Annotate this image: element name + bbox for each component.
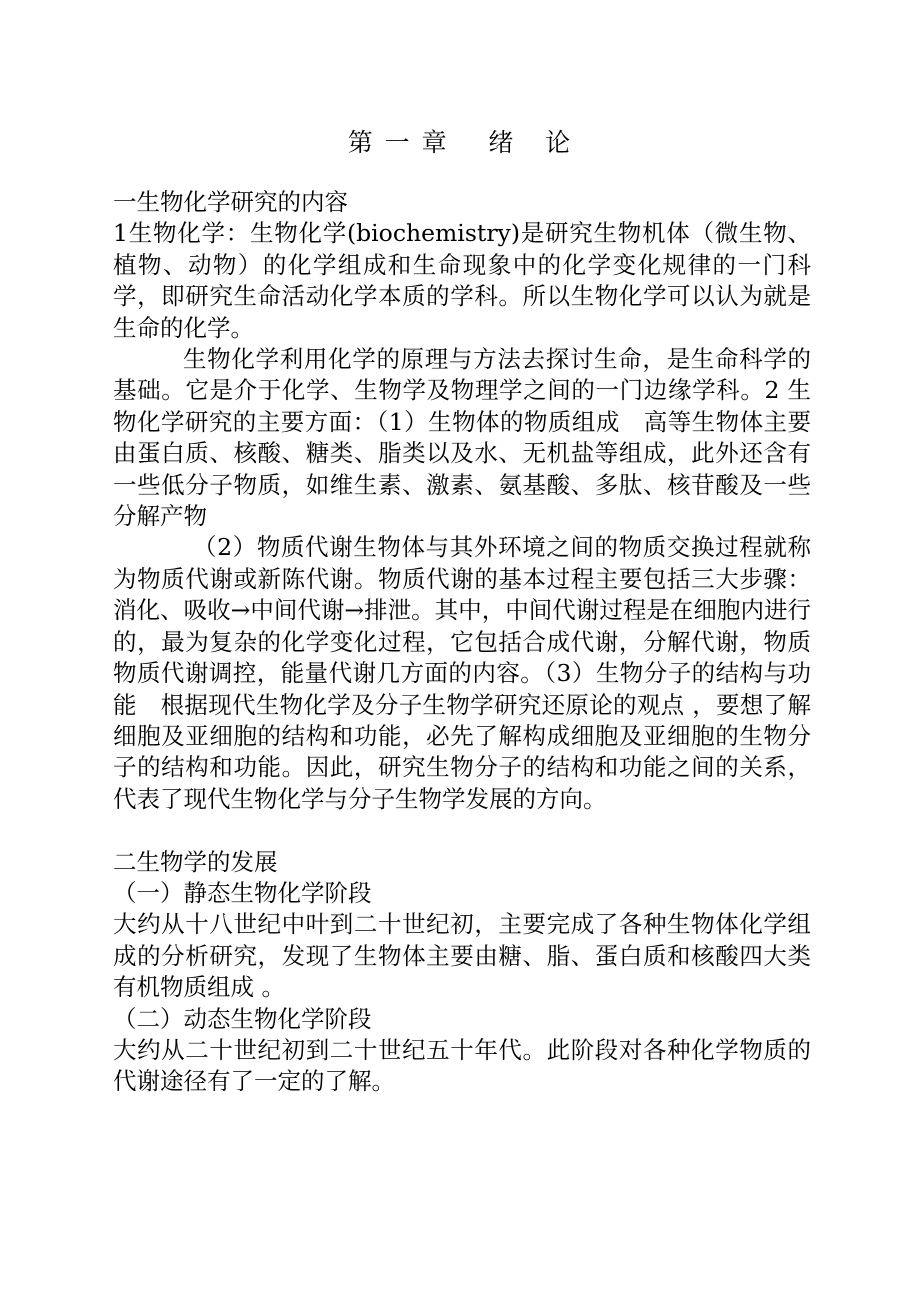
section2-sub1-heading: （一）静态生物化学阶段 bbox=[113, 878, 372, 907]
section2-sub1-text: 大约从十八世纪中叶到二十世纪初，主要完成了各种生物体化学组成的分析研究，发现了生物体主要由糖、脂、蛋白质和核酸四大类有机物质组成 。 bbox=[113, 910, 811, 1002]
section2-heading: 二生物学的发展 bbox=[113, 847, 278, 876]
section2-sub2-text: 大约从二十世纪初到二十世纪五十年代。此阶段对各种化学物质的代谢途径有了一定的了解。 bbox=[113, 1035, 811, 1096]
section1-paragraph-2: 生物化学利用化学的原理与方法去探讨生命，是生命科学的基础。它是介于化学、生物学及物理学之间的一门边缘学科。2 生物化学研究的主要方面：（1）生物体的物质组成 高等生物体主要由蛋白质、核酸、糖类、脂类以及水、无机盐等组成，此外还含有一些低分子物质，如维生素、激素、氨基酸、多肽、核苷酸及一些分解产物 bbox=[113, 345, 811, 531]
document-body bbox=[113, 187, 811, 1098]
chapter-title: 第 一 章 绪 论 bbox=[347, 128, 573, 157]
section2-sub2-heading: （二）动态生物化学阶段 bbox=[113, 1004, 372, 1033]
section1-heading: 一生物化学研究的内容 bbox=[113, 188, 348, 216]
section1-paragraph-3: （2）物质代谢生物体与其外环境之间的物质交换过程就称为物质代谢或新陈代谢。物质代谢的基本过程主要包括三大步骤：消化、吸收→中间代谢→排泄。其中，中间代谢过程是在细胞内进行的，最为复杂的化学变化过程，它包括合成代谢，分解代谢，物质物质代谢调控，能量代谢几方面的内容。（3）生物分子的结构与功能 根据现代生物化学及分子生物学研究还原论的观点 ，要想了解细胞及亚细胞的结构和功能，必先了解构成细胞及亚细胞的生物分子的结构和功能。因此，研究生物分子的结构和功能之间的关系，代表了现代生物化学与分子生物学发展的方向。 bbox=[113, 533, 811, 813]
section1-paragraph-1: 1生物化学：生物化学(biochemistry)是研究生物机体（微生物、植物、动物）的化学组成和生命现象中的化学变化规律的一门科学，即研究生命活动化学本质的学科。所以生物化学可以认为就是生命的化学。 bbox=[113, 219, 811, 342]
